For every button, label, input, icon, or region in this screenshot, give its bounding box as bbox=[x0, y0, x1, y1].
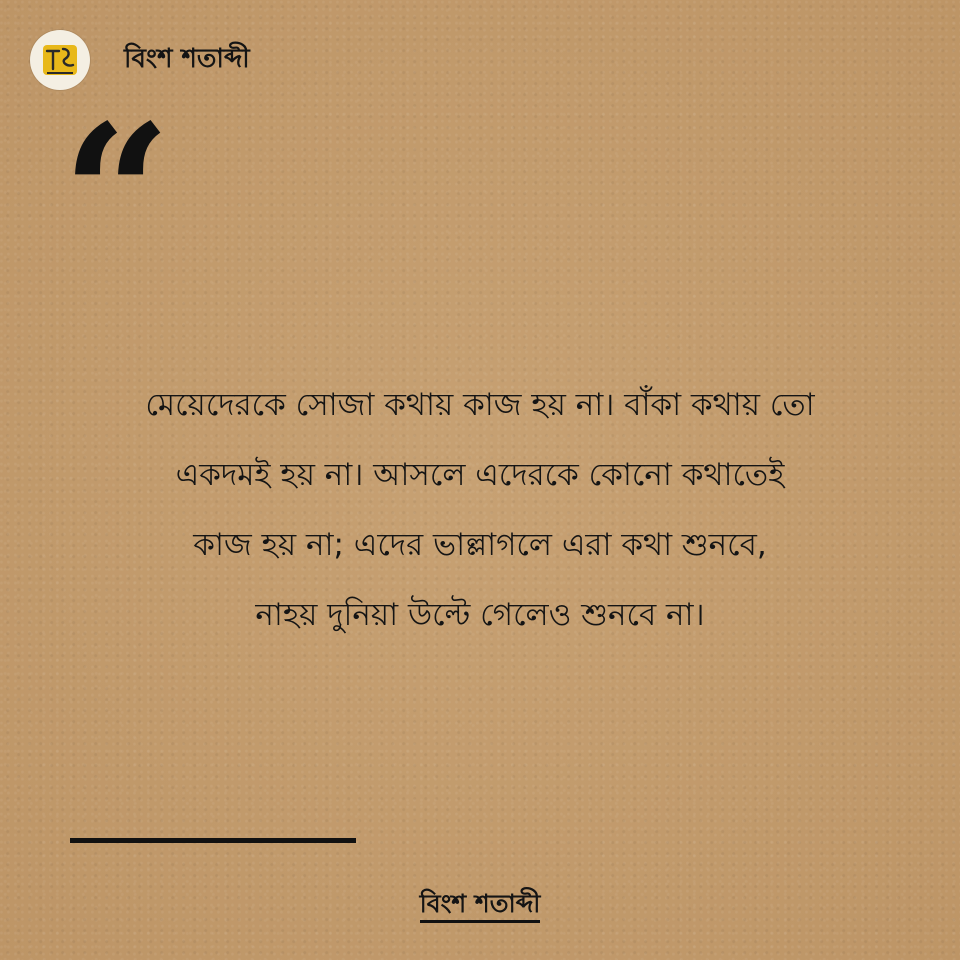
quote-text bbox=[40, 370, 920, 650]
divider bbox=[70, 838, 356, 843]
brand-name: বিংশ শতাব্দী bbox=[124, 44, 250, 74]
quote-line: মেয়েদেরকে সোজা কথায় কাজ হয় না। বাঁকা কথায় তো bbox=[145, 387, 815, 423]
header bbox=[30, 30, 250, 90]
quote-line: একদমই হয় না। আসলে এদেরকে কোনো কথাতেই bbox=[175, 457, 785, 493]
footer-brand-name[interactable]: বিংশ শতাব্দী bbox=[420, 889, 541, 923]
footer-brand bbox=[0, 884, 960, 927]
quote-line: নাহয় দুনিয়া উল্টে গেলেও শুনবে না। bbox=[255, 597, 705, 633]
quote-line: কাজ হয় না; এদের ভাল্লাগলে এরা কথা শুনবে, bbox=[193, 527, 767, 563]
quote-mark-icon: “ bbox=[62, 100, 172, 220]
bishsho-shatabdi-logo-icon bbox=[37, 37, 83, 83]
brand-logo[interactable] bbox=[30, 30, 90, 90]
